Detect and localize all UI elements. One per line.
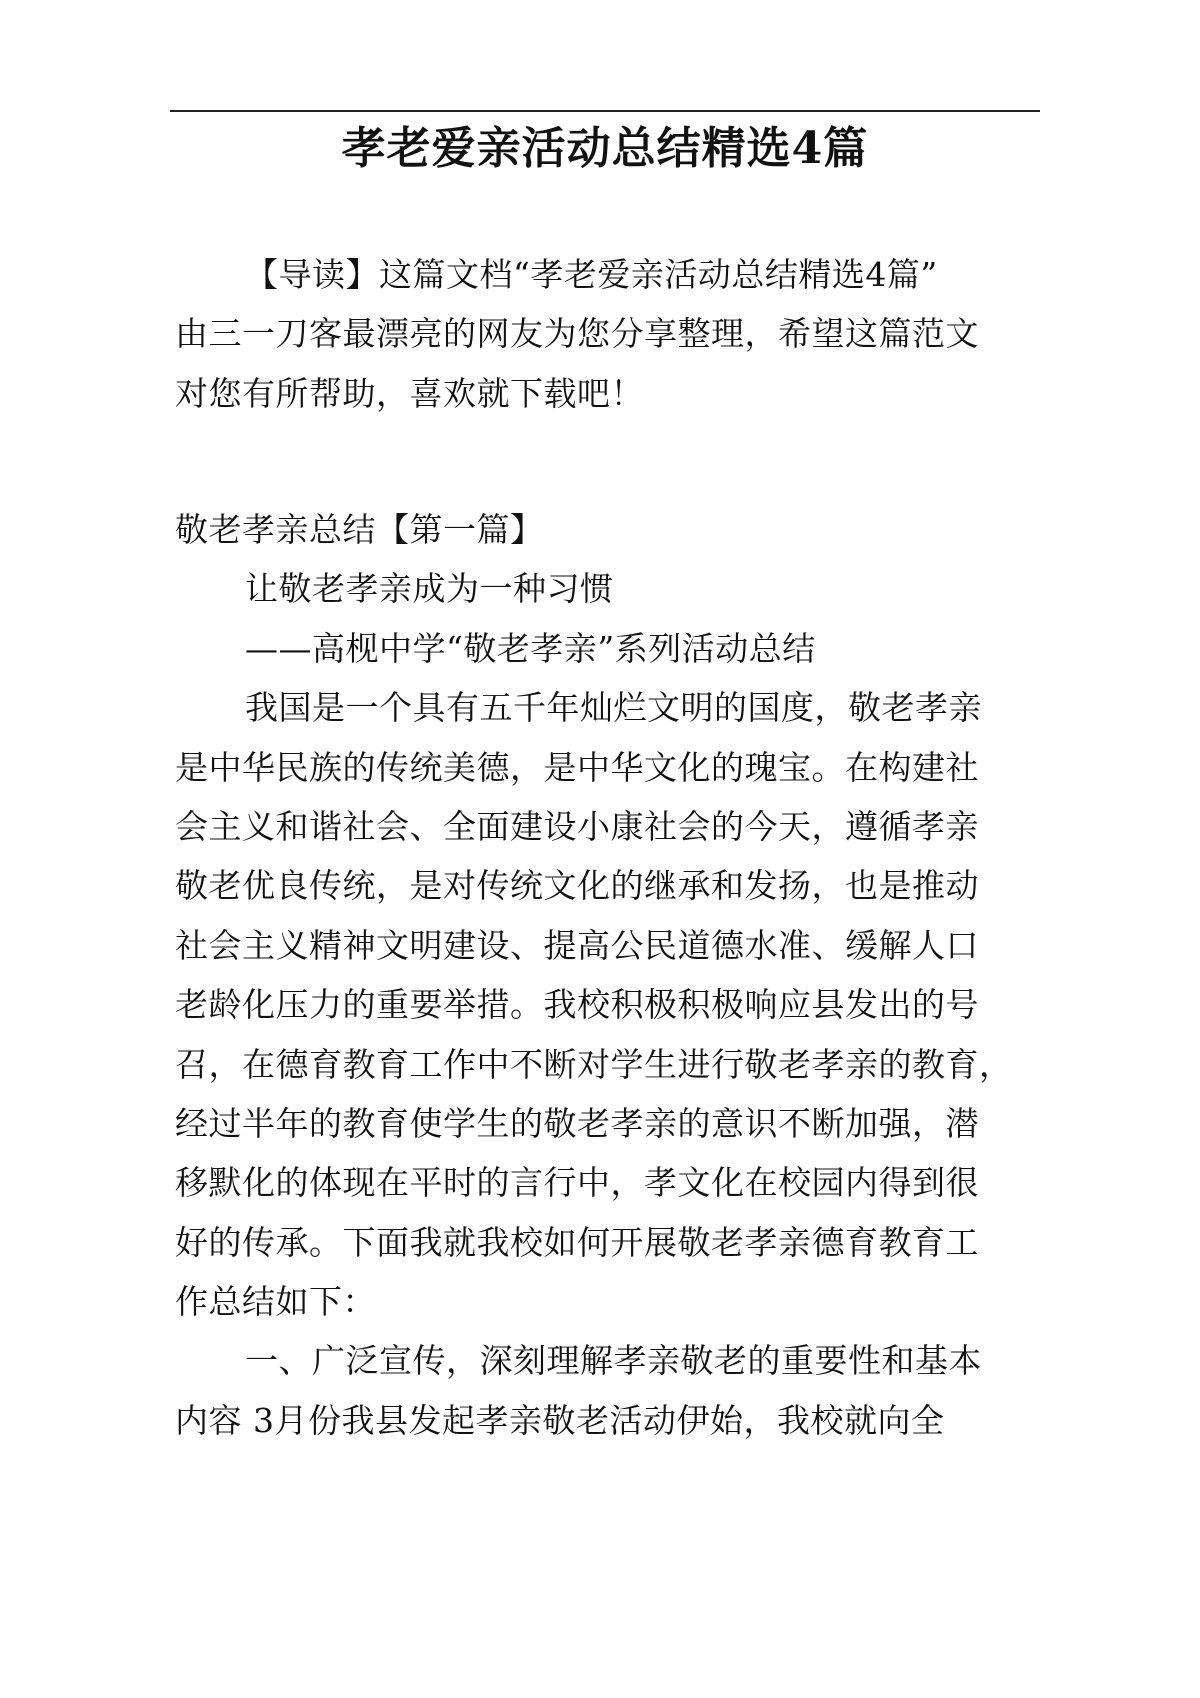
paragraph-line: 移默化的体现在平时的言行中，孝文化在校园内得到很	[175, 1163, 979, 1203]
paragraph-line: 经过半年的教育使学生的敬老孝亲的意识不断加强，潜	[175, 1103, 979, 1143]
paragraph-line: 内容 3月份我县发起孝亲敬老活动伊始，我校就向全	[175, 1400, 945, 1440]
document-title: 孝老爱亲活动总结精选4篇	[341, 123, 869, 174]
paragraph-line: 社会主义精神文明建设、提高公民道德水准、缓解人口	[175, 925, 979, 965]
header-rule	[170, 110, 1040, 112]
paragraph-line: 作总结如下：	[175, 1282, 376, 1322]
paragraph-line: 好的传承。下面我就我校如何开展敬老孝亲德育教育工	[175, 1222, 979, 1262]
section-subtitle-2: ——高枧中学“敬老孝亲”系列活动总结	[245, 628, 816, 668]
intro-line: 【导读】这篇文档“孝老爱亲活动总结精选4篇”	[245, 255, 938, 294]
section-subtitle: 让敬老孝亲成为一种习惯	[245, 569, 614, 609]
intro-line: 由三一刀客最漂亮的网友为您分享整理，希望这篇范文	[175, 314, 979, 354]
paragraph-line: 老龄化压力的重要举措。我校积极积极响应县发出的号	[175, 985, 979, 1025]
paragraph-line: 我国是一个具有五千年灿烂文明的国度，敬老孝亲	[245, 688, 982, 728]
paragraph-line: 敬老优良传统，是对传统文化的继承和发扬，也是推动	[175, 866, 979, 906]
intro-block	[175, 245, 1035, 423]
paragraph-line: 召，在德育教育工作中不断对学生进行敬老孝亲的教育，	[175, 1044, 1013, 1084]
section-heading: 敬老孝亲总结【第一篇】	[175, 510, 544, 549]
paragraph-line: 会主义和谐社会、全面建设小康社会的今天，遵循孝亲	[175, 806, 979, 846]
paragraph-line: 一、广泛宣传，深刻理解孝亲敬老的重要性和基本	[245, 1341, 982, 1381]
intro-line: 对您有所帮助，喜欢就下载吧！	[175, 373, 644, 413]
paragraph-line: 是中华民族的传统美德，是中华文化的瑰宝。在构建社	[175, 747, 979, 787]
section-block	[175, 500, 1035, 1450]
